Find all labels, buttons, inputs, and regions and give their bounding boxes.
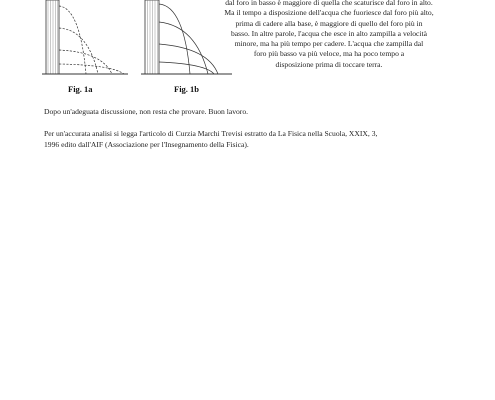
paragraph-reference-line1: Per un'accurata analisi si legga l'articolo di Curzia Marchi Trevisi estratto da La Fisica nella Scuola, XXIX, 3, bbox=[44, 129, 378, 138]
text-line: basso. In altre parole, l'acqua che esce in alto zampilla a velocità bbox=[231, 28, 427, 38]
figure-1a-caption: Fig. 1a bbox=[68, 84, 93, 94]
paragraph-reference-line2: 1996 edito dall'AIF (Associazione per l'Insegnamento della Fisica). bbox=[44, 139, 249, 149]
figure-1b-caption: Fig. 1b bbox=[174, 84, 200, 94]
text-line: foro più basso va più veloce, ma ha poco tempo a bbox=[253, 49, 405, 59]
right-column-text bbox=[200, 0, 458, 70]
paragraph-conclusion: Dopo un'adeguata discussione, non resta che provare. Buon lavoro. bbox=[44, 107, 249, 116]
figure-1a-drawing bbox=[40, 0, 130, 80]
figure-1a bbox=[40, 0, 130, 95]
text-line: disposizione prima di toccare terra. bbox=[275, 59, 383, 69]
text-line: minore, ma ha più tempo per cadere. L'acqua che zampilla dal bbox=[234, 39, 424, 49]
text-line: dal foro in basso è maggiore di quella che scaturisce dal foro in alto. bbox=[225, 0, 433, 7]
text-line: prima di cadere alla base, è maggiore di quello del foro più in bbox=[235, 18, 423, 28]
text-line: Ma il tempo a disposizione dell'acqua che fuoriesce dal foro più alto, bbox=[224, 8, 434, 18]
